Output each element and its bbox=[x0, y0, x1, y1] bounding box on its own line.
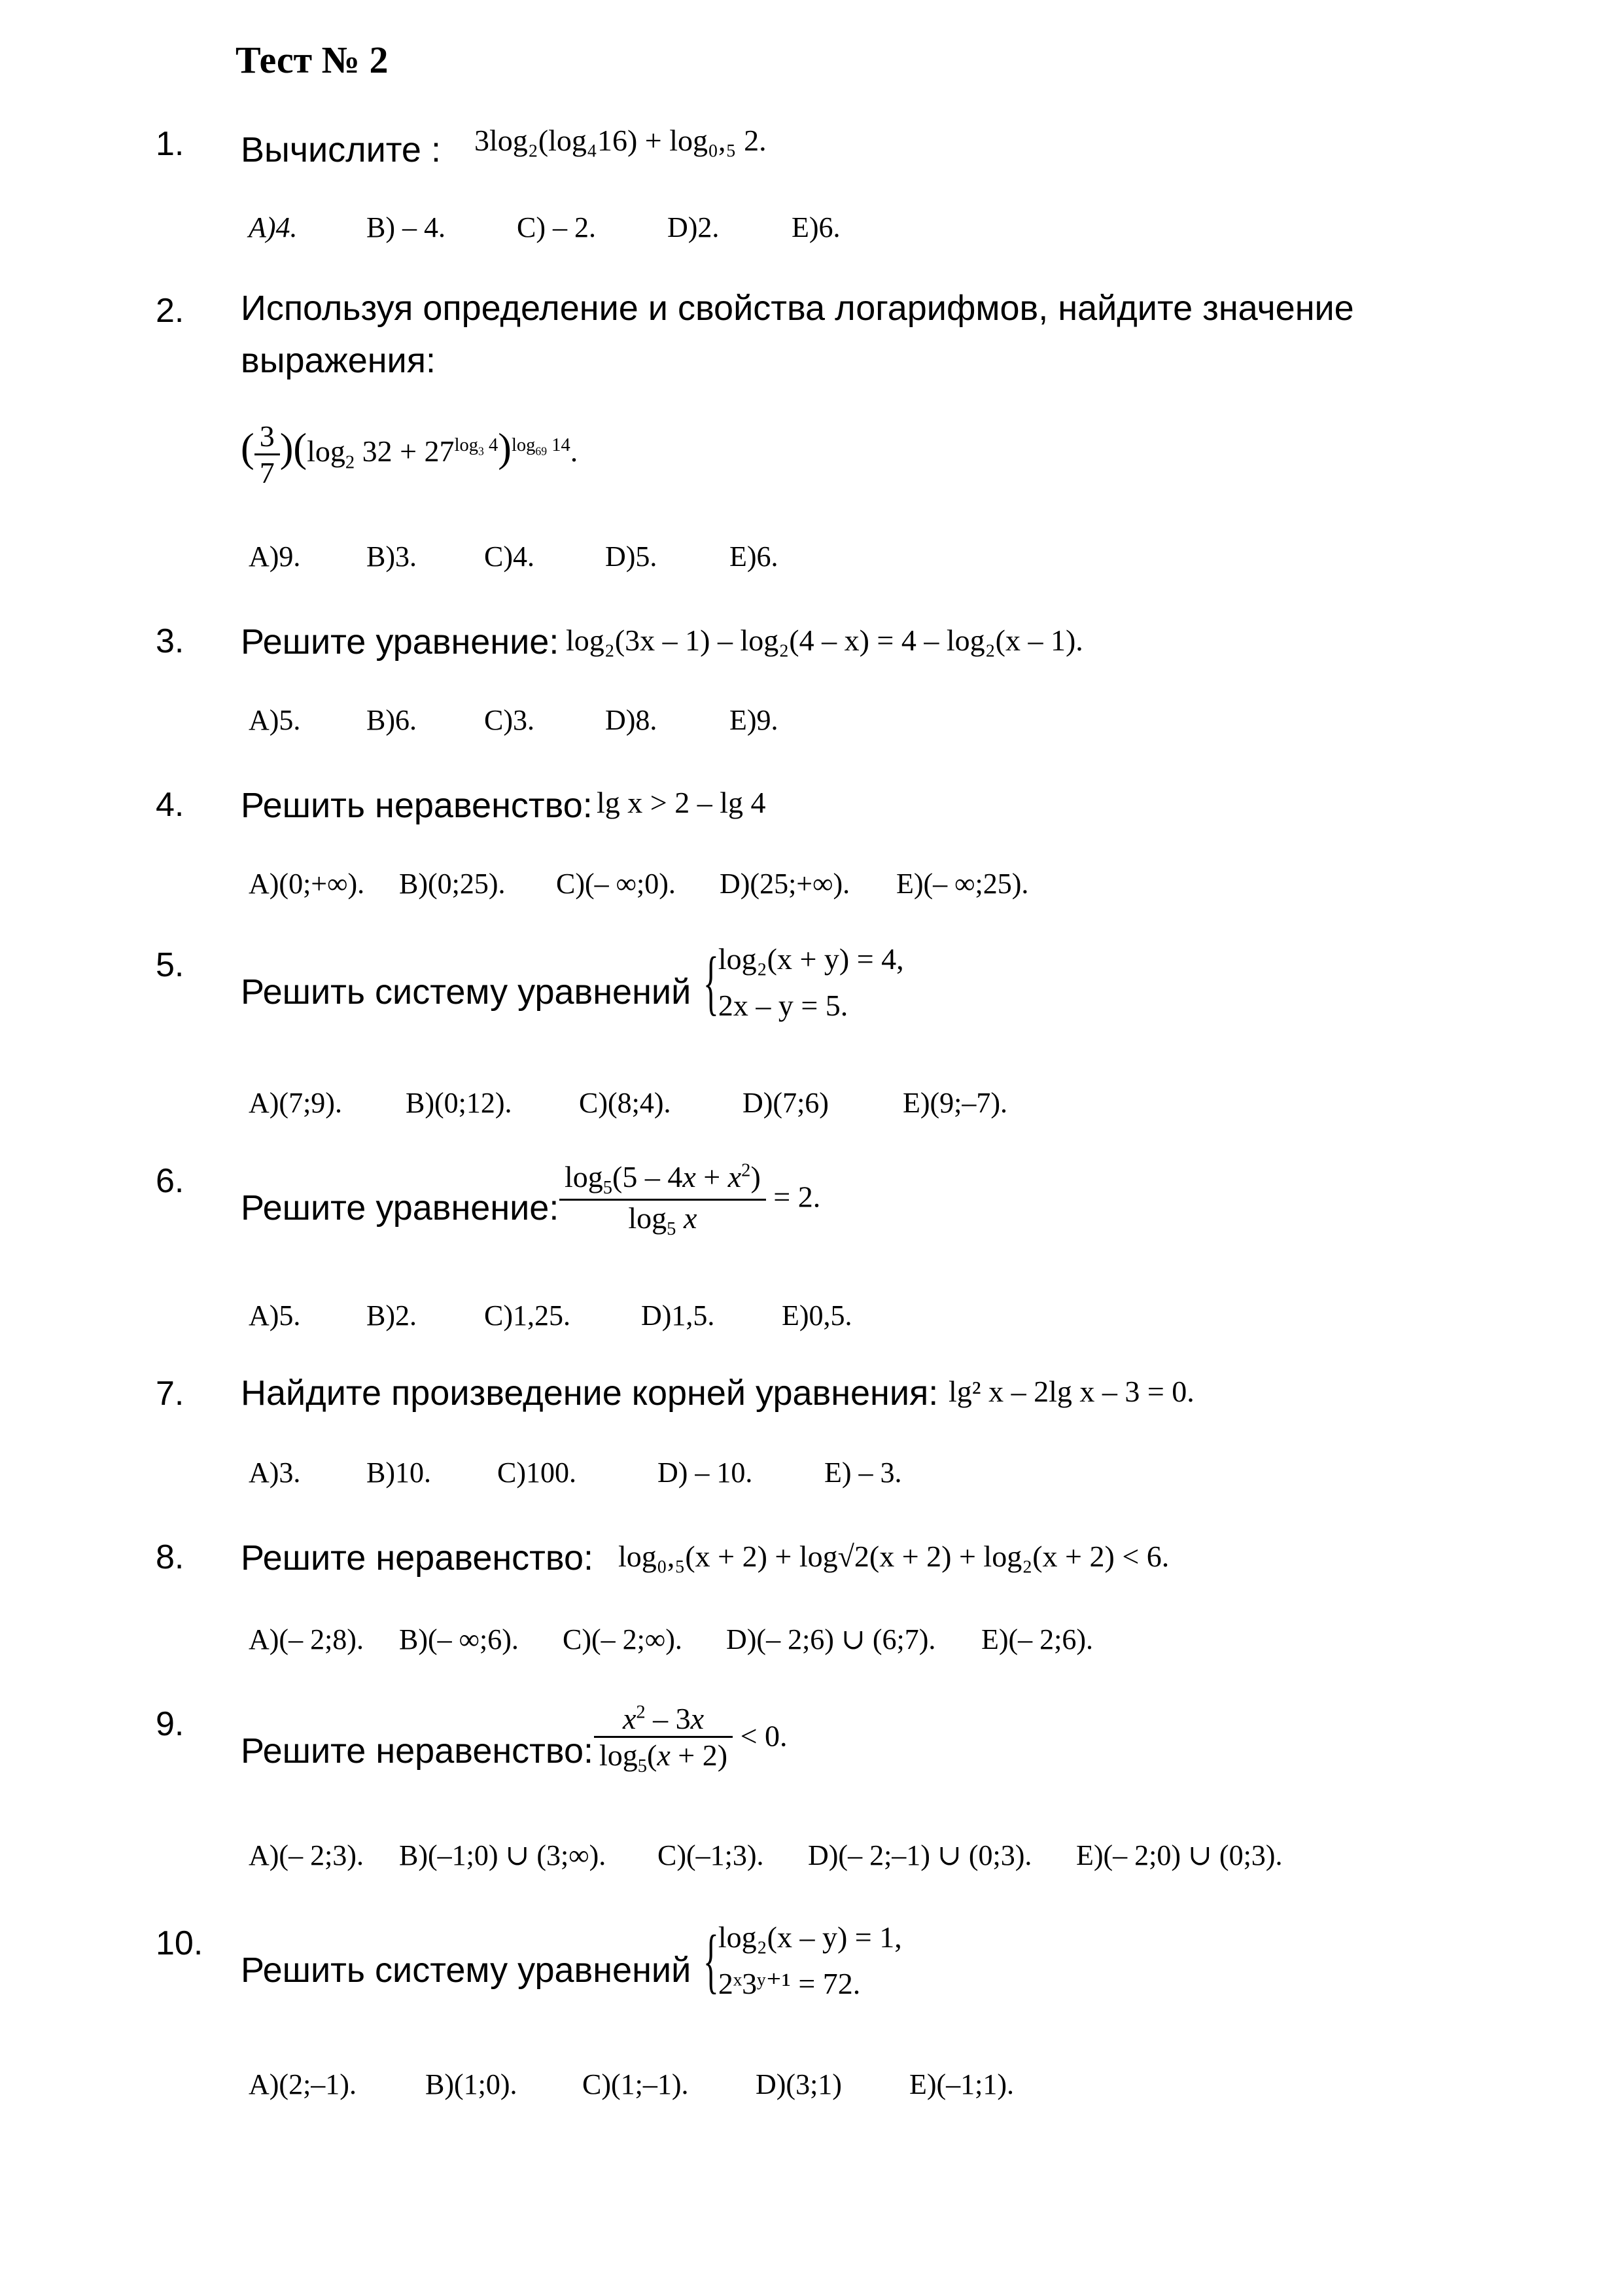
option-e[interactable]: E)(– 2;0) ∪ (0;3). bbox=[1076, 1839, 1283, 1871]
question-6-number: 6. bbox=[156, 1162, 184, 1200]
question-6-expression: $\frac{\log_5(5 - 4x + x^2)}{\log_5 x}$ = 2. bbox=[559, 1159, 820, 1240]
option-d[interactable]: D)1,5. bbox=[641, 1299, 715, 1332]
option-d[interactable]: D)2. bbox=[667, 211, 720, 243]
question-3-expression: log₂(3x – 1) – log₂(4 – x) = 4 – log₂(x – 1). bbox=[566, 624, 1083, 657]
question-7-options bbox=[249, 1456, 902, 1489]
question-1-expression: 3log₂(log₄16) + log₀,₅ 2. bbox=[474, 124, 767, 157]
question-8-options bbox=[249, 1623, 1093, 1656]
question-2-line-1: Используя определение и свойства логарифмов, найдите значение bbox=[241, 289, 1354, 328]
question-2-options bbox=[249, 540, 778, 573]
option-e[interactable]: E)6. bbox=[792, 211, 841, 243]
test-title: Тест № 2 bbox=[236, 39, 389, 81]
question-10-system bbox=[703, 1914, 902, 2007]
option-d[interactable]: D)(7;6) bbox=[742, 1087, 829, 1119]
option-b[interactable]: B)(1;0). bbox=[425, 2068, 517, 2100]
option-e[interactable]: E) – 3. bbox=[824, 1457, 902, 1489]
option-b[interactable]: B)10. bbox=[366, 1457, 431, 1489]
option-e[interactable]: E)(9;–7). bbox=[903, 1087, 1008, 1119]
system-brace: { bbox=[703, 942, 719, 1023]
option-a[interactable]: A)(2;–1). bbox=[249, 2068, 357, 2100]
option-c[interactable]: C)3. bbox=[484, 704, 534, 736]
question-5-system bbox=[703, 936, 904, 1029]
option-c[interactable]: C)(– ∞;0). bbox=[556, 868, 676, 900]
question-9-expression: $\frac{x^2 - 3x}{\log_5(x + 2)}$ < 0. bbox=[594, 1701, 788, 1777]
option-d[interactable]: D)(– 2;–1) ∪ (0;3). bbox=[808, 1839, 1032, 1871]
option-e[interactable]: E)0,5. bbox=[782, 1299, 852, 1332]
option-d[interactable]: D)(3;1) bbox=[756, 2068, 842, 2100]
option-b[interactable]: B)6. bbox=[366, 704, 417, 736]
question-8-text: Решите неравенство: bbox=[241, 1538, 594, 1578]
option-c[interactable]: C)(– 2;∞). bbox=[563, 1623, 682, 1655]
option-a[interactable]: A)(– 2;3). bbox=[249, 1839, 364, 1871]
question-5-options bbox=[249, 1086, 1007, 1120]
option-c[interactable]: C)(–1;3). bbox=[657, 1839, 764, 1871]
option-d[interactable]: D)8. bbox=[605, 704, 657, 736]
option-c[interactable]: C)100. bbox=[497, 1457, 576, 1489]
system-equation-2: 2ˣ3ʸ⁺¹ = 72. bbox=[718, 1967, 861, 2001]
question-9-text: Решите неравенство: bbox=[241, 1731, 594, 1771]
option-d[interactable]: D)5. bbox=[605, 540, 657, 573]
question-7-number: 7. bbox=[156, 1375, 184, 1413]
system-equation-1: log₂(x – y) = 1, bbox=[718, 1920, 902, 1954]
option-a[interactable]: A)(7;9). bbox=[249, 1087, 342, 1119]
question-8-number: 8. bbox=[156, 1538, 184, 1576]
question-1-text: Вычислите : bbox=[241, 130, 441, 169]
question-5-text: Решить систему уравнений bbox=[241, 972, 691, 1012]
option-a[interactable]: A)(0;+∞). bbox=[249, 868, 365, 900]
option-b[interactable]: B)(–1;0) ∪ (3;∞). bbox=[399, 1839, 606, 1871]
option-b[interactable]: B)(0;12). bbox=[406, 1087, 512, 1119]
question-8-expression: log₀,₅(x + 2) + log√2(x + 2) + log₂(x + 2) < 6. bbox=[618, 1540, 1170, 1573]
option-a[interactable]: A)9. bbox=[249, 540, 301, 573]
question-6-text: Решите уравнение: bbox=[241, 1188, 559, 1227]
option-c[interactable]: C)1,25. bbox=[484, 1299, 570, 1332]
question-10-number: 10. bbox=[156, 1924, 203, 1962]
question-2-expression: ( $\frac{3}{7}$ )($\log_2$ $32 + 27^{log_3 4})^{log_{69} 14}$. bbox=[241, 419, 578, 489]
option-b[interactable]: B)(– ∞;6). bbox=[399, 1623, 519, 1655]
question-3-number: 3. bbox=[156, 622, 184, 660]
option-a[interactable]: A)3. bbox=[249, 1457, 301, 1489]
option-d[interactable]: D) – 10. bbox=[657, 1457, 753, 1489]
option-c[interactable]: C)(8;4). bbox=[579, 1087, 671, 1119]
option-d[interactable]: D)(– 2;6) ∪ (6;7). bbox=[726, 1623, 936, 1655]
question-10-text: Решить систему уравнений bbox=[241, 1951, 691, 1990]
option-e[interactable]: E)(– 2;6). bbox=[981, 1623, 1094, 1655]
option-a[interactable]: A)5. bbox=[249, 1299, 301, 1332]
option-e[interactable]: E)(–1;1). bbox=[909, 2068, 1015, 2100]
option-d[interactable]: D)(25;+∞). bbox=[720, 868, 850, 900]
question-9-options bbox=[249, 1839, 1282, 1872]
option-c[interactable]: C)4. bbox=[484, 540, 534, 573]
question-4-number: 4. bbox=[156, 786, 184, 824]
option-e[interactable]: E)(– ∞;25). bbox=[896, 868, 1029, 900]
option-a[interactable]: A)(– 2;8). bbox=[249, 1623, 364, 1655]
option-a[interactable]: A)5. bbox=[249, 704, 301, 736]
question-2-number: 2. bbox=[156, 292, 184, 330]
option-c[interactable]: C) – 2. bbox=[517, 211, 596, 243]
option-b[interactable]: B) – 4. bbox=[366, 211, 445, 243]
question-9-number: 9. bbox=[156, 1705, 184, 1743]
question-1-options bbox=[249, 211, 841, 244]
system-brace: { bbox=[703, 1920, 719, 2001]
question-2-line-2: выражения: bbox=[241, 341, 436, 380]
question-7-text: Найдите произведение корней уравнения: bbox=[241, 1373, 939, 1413]
option-c[interactable]: C)(1;–1). bbox=[582, 2068, 689, 2100]
question-10-options bbox=[249, 2068, 1014, 2101]
option-a[interactable]: A)4. bbox=[249, 211, 298, 243]
question-7-expression: lg² x – 2lg x – 3 = 0. bbox=[949, 1375, 1195, 1408]
option-b[interactable]: B)2. bbox=[366, 1299, 417, 1332]
option-e[interactable]: E)6. bbox=[729, 540, 778, 573]
option-e[interactable]: E)9. bbox=[729, 704, 778, 736]
question-4-expression: lg x > 2 – lg 4 bbox=[597, 786, 766, 819]
question-3-options bbox=[249, 703, 778, 737]
question-6-options bbox=[249, 1299, 852, 1332]
question-4-options bbox=[249, 867, 1028, 900]
system-equation-1: log₂(x + y) = 4, bbox=[718, 942, 904, 976]
question-5-number: 5. bbox=[156, 946, 184, 984]
system-equation-2: 2x – y = 5. bbox=[718, 989, 848, 1023]
question-1-number: 1. bbox=[156, 125, 184, 163]
option-b[interactable]: B)3. bbox=[366, 540, 417, 573]
option-b[interactable]: B)(0;25). bbox=[399, 868, 506, 900]
question-4-text: Решить неравенство: bbox=[241, 786, 593, 825]
question-3-text: Решите уравнение: bbox=[241, 622, 559, 662]
